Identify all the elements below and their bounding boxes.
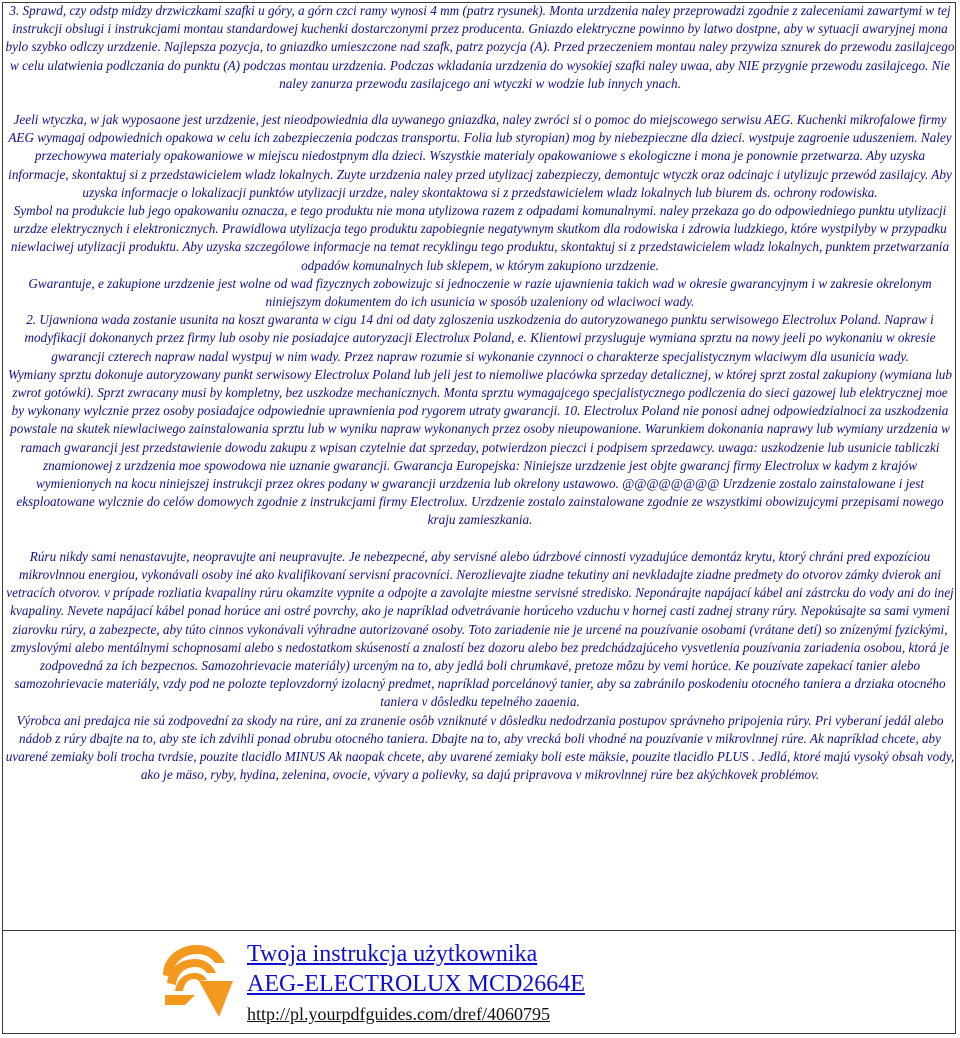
- swirl-arrow-logo-icon: [155, 939, 235, 1019]
- footer-title-line2[interactable]: AEG-ELECTROLUX MCD2664E: [247, 971, 585, 997]
- paragraph-pl-1: 3. Sprawd, czy odstp midzy drzwiczkami szafki u góry, a górn czci ramy wynosi 4 mm (patrz rysunek). Monta urzdzenia naley przeprowadzi zgodnie z zaleceniami zawartymi w tej instrukcji obslugi i instrukcjami montau standardowej kuchenki dostarczonymi przez producenta. Gniazdo elektryczne powinno by latwo dostpne, aby w sytuacji awaryjnej mona bylo szybko odlczy urzdzenie. Najlepsza pozycja, to gniazdko umieszczone nad szafk, patrz pozycja (A). Przed przeczeniem montau naley przywiza sznurek do przewodu zasilajcego w celu ulatwienia podlczania do punktu (A) podczas montau urzdzenia. Podczas wkladania urzdzenia do wysokiej szafki naley uwaa, aby NIE przygnie przewodu zasilajcego. Nie naley zanurza przewodu zasilajcego ani wtyczki w wodzie lub innych ynach.: [5, 3, 955, 91]
- footer-title-line1[interactable]: Twoja instrukcja użytkownika: [247, 941, 538, 967]
- paragraph-gap: [3, 93, 957, 111]
- footer-title-link[interactable]: [247, 939, 585, 999]
- paragraph-sk-2: Výrobca ani predajca nie sú zodpovední za skody na rúre, ani za zranenie osôb vzniknuté v dôsledku nedodrzania postupov správneho pripojenia rúry. Pri vyberaní jedál alebo nádob z rúry dbajte na to, aby ste ich zdvihli ponad obrubu otocného taniera. Dbajte na to, aby vrecká boli vhodné na pouzívanie v mikrovlnnej rúre. Ak napríklad chcete, aby uvarené zemiaky boli trocha tvrdsie, pouzite tlacidlo MINUS Ak naopak chcete, aby uvarené zemiaky boli este mäksie, pouzite tlacidlo PLUS . Jedlá, ktoré majú vysoký obsah vody, ako je mäso, ryby, hydina, zelenina, ovocie, vývary a polievky, sa dajú pripravova v mikrovlnnej rúre bez akýchkovek problémov.: [5, 712, 955, 783]
- document-body: [3, 2, 957, 930]
- paragraph-pl-4: Gwarantuje, e zakupione urzdzenie jest wolne od wad fizycznych zobowizujc si jednoczenie w razie ujawnienia takich wad w okresie gwarancyjnym i w zakresie okrelonym niniejszym dokumentem do ich usunicia w sposób uzaleniony od wlaciwoci wady.: [28, 275, 932, 310]
- paragraph-pl-3: Symbol na produkcie lub jego opakowaniu oznacza, e tego produktu nie mona utylizowa razem z odpadami komunalnymi. naley przekaza go do odpowiedniego punktu utylizacji urzdze elektrycznych i elektronicznych. Prawidlowa utylizacja tego produktu zapobiegnie negatywnym skutkom dla rodowiska i zdrowia ludzkiego, które wystpilyby w przypadku niewlaciwej utylizacji produktu. Aby uzyska szczególowe informacje na temat recyklingu tego produktu, skontaktuj si z przedstawicielem wladz lokalnych, punktem przetwarzania odpadów komunalnych lub sklepem, w którym zakupiono urzdzenie.: [10, 203, 950, 273]
- paragraph-pl-6: Wymiany sprztu dokonuje autoryzowany punkt serwisowy Electrolux Poland lub jeli jest to niemoliwe placówka sprzeday detalicznej, w której sprzt zostal zakupiony (wymiana lub zwrot gotówki). Sprzt zwracany musi by kompletny, bez uszkodze mechanicznych. Monta sprztu wymagajcego specjalistycznego podlczenia do sieci gazowej lub elektrycznej moe by wykonany wylcznie przez osoby posiadajce odpowiednie uprawnienia pod rygorem utraty gwarancji. 10. Electrolux Poland nie ponosi adnej odpowiedzialnoci za uszkodzenia powstale na skutek niewlaciwego zainstalowania sprztu lub w wyniku napraw wykonanych przez osoby nieupowanione. Warunkiem dokonania naprawy lub wymiany urzdzenia w ramach gwarancji jest przedstawienie dowodu zakupu z wpisan czytelnie dat sprzeday, potwierdzon pieczci i podpisem sprzedawcy. uwaga: uszkodzenie lub usunicie tabliczki znamionowej z urzdzenia moe spowodowa nie uznanie gwarancji. Gwarancja Europejska: Niniejsze urzdzenie jest objte gwarancj firmy Electrolux w kadym z krajów wymienionych na kocu niniejszej instrukcji przez okres podany w gwarancji urzdzenia lub okrelony ustawowo. @@@@@@@@ Urzdzenie zostalo zainstalowane i jest eksploatowane wylcznie do celów domowych zgodnie z instrukcjami firmy Electrolux. Urzdzenie zostalo zainstalowane zgodnie ze wszystkimi obowizujcymi przepisami nowego kraju zamieszkania.: [8, 366, 952, 528]
- paragraph-sk-1: Rúru nikdy sami nenastavujte, neopravujte ani neupravujte. Je nebezpecné, aby servisné alebo údrzbové cinnosti vyzadujúce demontáz krytu, ktorý chráni pred expozíciou mikrovlnnou energiou, vykonávali osoby iné ako kvalifikovaní servisní pracovníci. Nerozlievajte ziadne tekutiny ani nevkladajte ziadne predmety do otvorov zámky dvierok ani vetracích otvorov. v prípade rozliatia kvapaliny rúru okamzite vypnite a odpojte a zavolajte miestne servisné stredisko. Neponárajte napájací kábel ani zástrcku do vody ani do inej kvapaliny. Nevete napájací kábel ponad horúce ani ostré povrchy, ako je napríklad odvetrávanie horúceho vzduchu v hornej casti zadnej strany rúry. Nepokúsajte sa sami vymeni ziarovku rúry, a zabezpecte, aby túto cinnos vykonávali výhradne autorizované osoby. Toto zariadenie nie je urcené na pouzívanie osobami (vrátane detí) so znízenými fyzickými, zmyslovými alebo mentálnymi schopnosami alebo s nedostatkom skúseností a znalostí bez dozoru alebo bez predchádzajúceho vysvetlenia pouzívania zariadenia osobou, ktorá je zodpovedná za ich bezpecnos. Samozohrievacie materiály) urceným na to, aby jedlá boli chrumkavé, pretoze môzu by vemi horúce. Ke pouzívate zapekací tanier alebo samozohrievacie materiály, vzdy pod ne polozte teplovzdorný izolacný predmet, napríklad porcelánový tanier, aby sa zabránilo poskodeniu otocného taniera a drziaka otocného taniera v dôsledku tepelného zaaenia.: [6, 548, 954, 710]
- footer-url-link[interactable]: http://pl.yourpdfguides.com/dref/4060795: [247, 1004, 550, 1024]
- footer: [3, 931, 955, 1034]
- paragraph-pl-5: 2. Ujawniona wada zostanie usunita na koszt gwaranta w cigu 14 dni od daty zgloszenia uszkodzenia do autoryzowanego punktu serwisowego Electrolux Poland. Napraw i modyfikacji dokonanych przez firmy lub osoby nie posiadajce autoryzacji Electrolux Poland, e. Klientowi przysluguje wymiana sprztu na nowy jeeli po wykonaniu w okresie gwarancji czterech napraw nadal wystpuj w nim wady. Przez napraw rozumie si wykonanie czynnoci o charakterze specjalistycznym wlaciwym dla usunicia wady.: [24, 312, 936, 364]
- paragraph-pl-2: Jeeli wtyczka, w jak wyposaone jest urzdzenie, jest nieodpowiednia dla uywanego gniazdka, naley zwróci si o pomoc do miejscowego serwisu AEG. Kuchenki mikrofalowe firmy AEG wymagaj odpowiednich opakowa w celu ich zabezpieczenia podczas transportu. Folia lub styropian) mog by niebezpieczne dla dzieci. wystpuje zagroenie uduszeniem. Naley przechowywa materialy opakowaniowe w miejscu niedostpnym dla dzieci. Wszystkie materialy opakowaniowe s ekologiczne i mona je ponownie przetwarza. Aby uzyska informacje, skontaktuj si z przedstawicielem wladz lokalnych. Zuyte urzdzenia naley przed utylizacj zabezpieczy, demontujc wtyczk oraz odcinajc i utylizujc przewód zasilajcy. Aby uzyska informacje o lokalizacji punktów utylizacji urzdze, naley skontaktowa si z przedstawicielem wladz lokalnych lub biurem ds. ochrony rodowiska.: [8, 112, 952, 200]
- paragraph-gap: [3, 530, 957, 548]
